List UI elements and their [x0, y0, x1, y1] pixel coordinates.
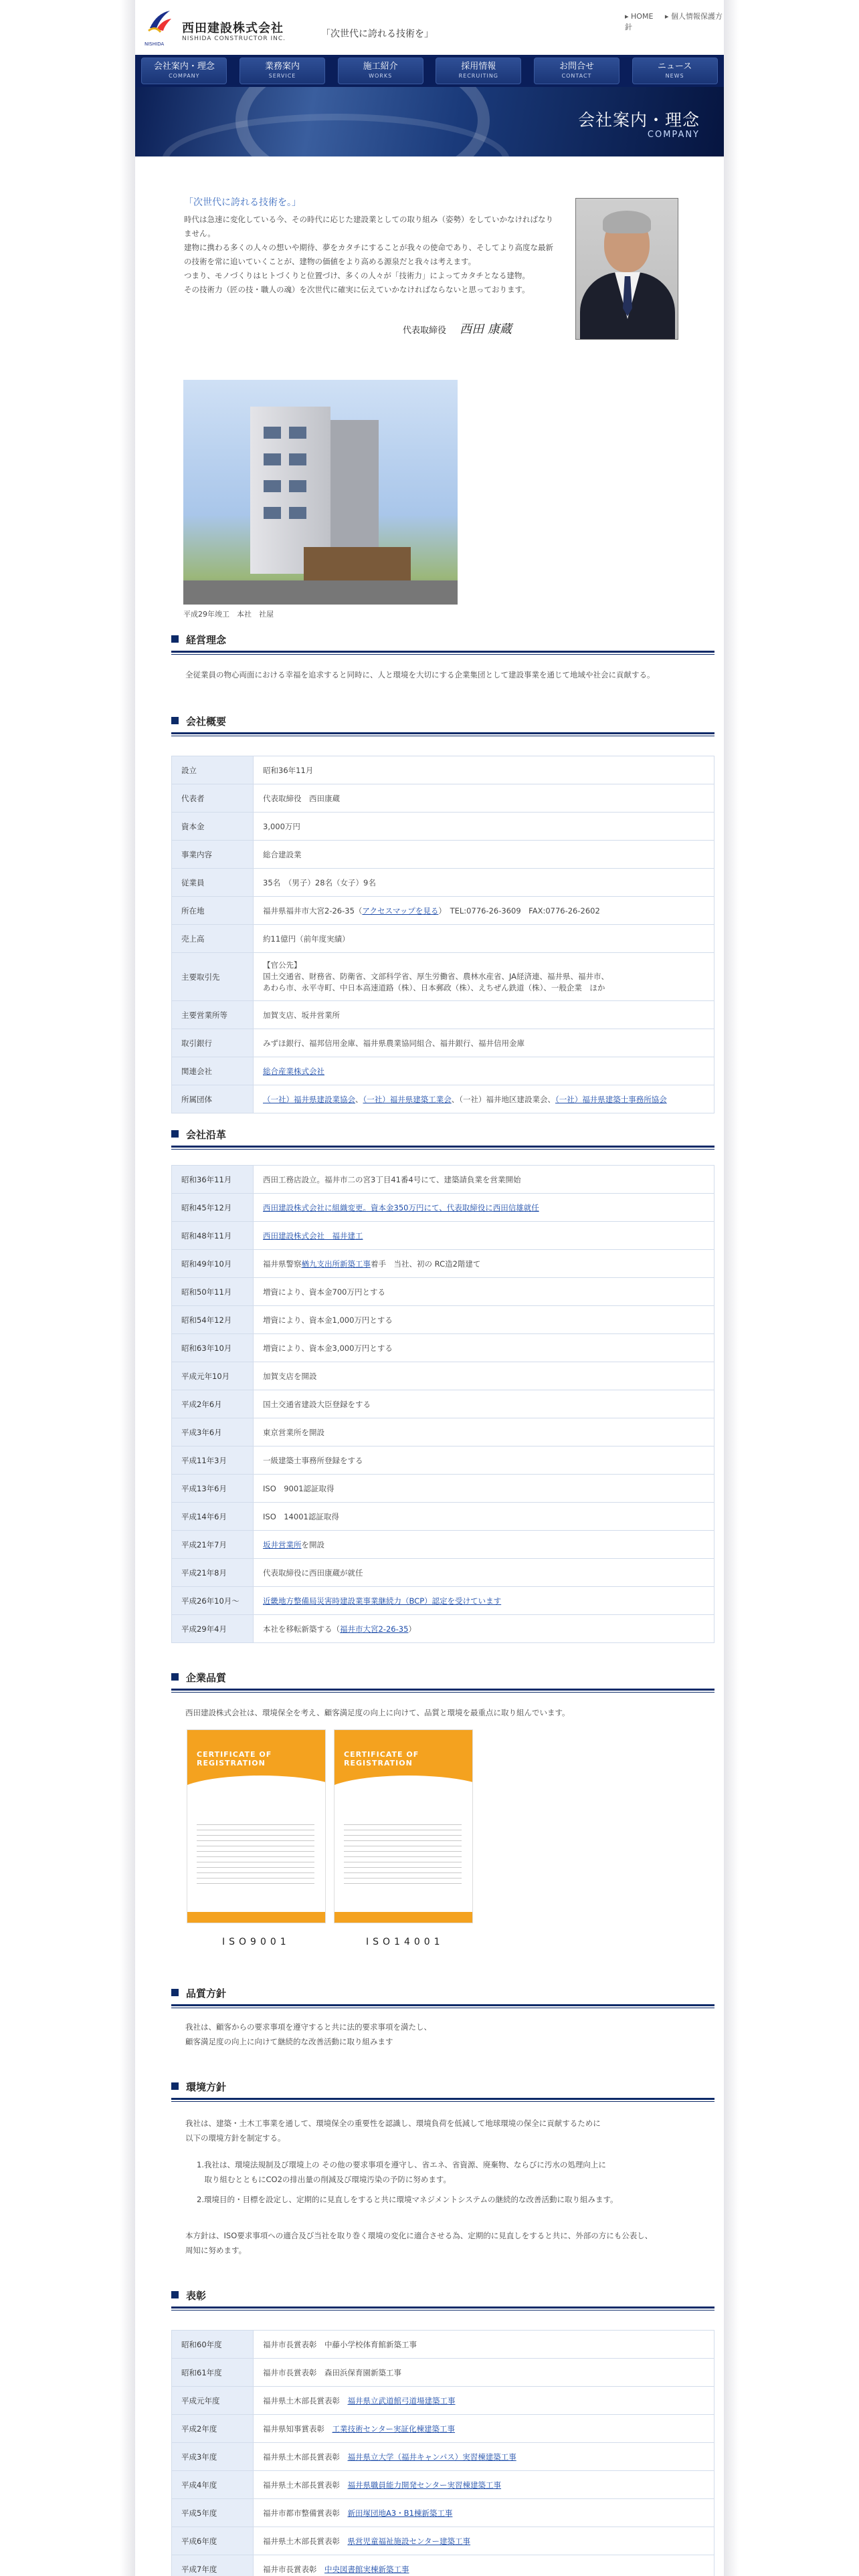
table-row: [172, 1057, 714, 1085]
section-heading-overview: [171, 714, 714, 734]
history-link[interactable]: 西田建設株式会社に組織変更。資本金350万円にて、代表取締役に西田信雄就任: [263, 1202, 539, 1212]
client-list: 国土交通省、財務省、防衛省、文部科学省、厚生労働省、農林水産省、JA経済連、福井県、福井市、: [263, 972, 609, 981]
table-row: [172, 1587, 714, 1615]
table-row: [172, 1334, 714, 1362]
row-key: 主要取引先: [172, 953, 254, 1001]
main-nav: [135, 55, 724, 87]
access-map-link[interactable]: アクセスマップを見る: [362, 905, 439, 916]
header-tagline: 「次世代に誇れる技術を」: [321, 29, 434, 39]
policy-line: 以下の環境方針を制定する。: [185, 2133, 286, 2143]
row-value: 福井市長賞表彰 森田浜保育園新築工事: [254, 2359, 714, 2387]
table-row: [172, 1278, 714, 1306]
row-key: 平成11年3月: [172, 1446, 254, 1475]
table-row: [172, 1085, 714, 1113]
row-value: 約11億円（前年度実績）: [254, 925, 714, 953]
nav-sublabel: WORKS: [369, 73, 393, 79]
row-value: 総合建設業: [254, 841, 714, 869]
nav-sublabel: SERVICE: [268, 73, 296, 79]
representative-signature: [403, 320, 512, 337]
row-value: 昭和36年11月: [254, 756, 714, 784]
page-banner: [135, 87, 724, 156]
row-value: 福井市長賞表彰 中藤小学校体育館新築工事: [254, 2331, 714, 2359]
row-value: みずほ銀行、福邦信用金庫、福井県農業協同組合、福井銀行、福井信用金庫: [254, 1029, 714, 1057]
row-key: 昭和60年度: [172, 2331, 254, 2359]
policy-line: 我社は、建築・土木工事業を通して、環境保全の重要性を認識し、環境負荷を低減して地球環境の保全に貢献するために: [185, 2119, 601, 2128]
row-key: 平成4年度: [172, 2471, 254, 2499]
president-photo: [575, 198, 678, 340]
row-key: 取引銀行: [172, 1029, 254, 1057]
award-link[interactable]: 中央図書館実棟新築工事: [324, 2564, 409, 2574]
message-body: [184, 213, 559, 297]
history-link[interactable]: 近畿地方整備局災害時建設業事業継続力（BCP）認定を受けています: [263, 1596, 502, 1606]
award-link[interactable]: 福井県立大学（福井キャンパス）実習棟建築工事: [347, 2452, 516, 2462]
policy-line: 顧客満足度の向上に向けて継続的な改善活動に取り組みます: [185, 2037, 393, 2046]
row-value: 増資により、資本金700万円とする: [254, 1278, 714, 1306]
table-row: [172, 1418, 714, 1446]
section-heading-env-policy: [171, 2080, 714, 2100]
row-key: 平成13年6月: [172, 1475, 254, 1503]
row-key: 主要営業所等: [172, 1001, 254, 1029]
row-value: 35名 （男子）28名（女子）9名: [254, 869, 714, 897]
row-key: 昭和63年10月: [172, 1334, 254, 1362]
client-list: あわら市、永平寺町、中日本高速道路（株）、日本郵政（株）、えちぜん鉄道（株）、一般企業 ほか: [263, 983, 605, 992]
home-link[interactable]: ▸ HOME: [625, 12, 654, 21]
table-row: [172, 1446, 714, 1475]
nav-news[interactable]: [632, 58, 718, 84]
row-value: [254, 1250, 714, 1278]
row-key: 平成14年6月: [172, 1503, 254, 1531]
row-value: 東京営業所を開設: [254, 1418, 714, 1446]
company-name-en: NISHIDA CONSTRUCTOR INC.: [182, 35, 286, 42]
row-key: 平成3年度: [172, 2443, 254, 2471]
row-value: [254, 1057, 714, 1085]
row-value: ISO 9001認証取得: [254, 1475, 714, 1503]
row-key: 平成21年8月: [172, 1559, 254, 1587]
table-row: [172, 1503, 714, 1531]
message-line: 建物に携わる多くの人々の想いや期待、夢をカタチにすることが我々の使命であり、そしてより高度な最新の技術を常に追いていくことが、建物の価値をより高める源泉だと我々は考えます。: [184, 243, 553, 266]
award-text: 福井県土木部長賞表彰: [263, 2536, 348, 2546]
history-text: を開設: [301, 1539, 324, 1549]
quality-text: 西田建設株式会社は、環境保全を考え、顧客満足度の向上に向けて、品質と環境を最重点に取り組んでいます。: [185, 1708, 570, 1717]
row-value: [254, 2471, 714, 2499]
award-link[interactable]: 新田塚団地A3・B1棟新築工事: [347, 2508, 453, 2518]
award-link[interactable]: 福井県立武道館弓道場建築工事: [347, 2395, 456, 2405]
company-name: 西田建設株式会社: [182, 21, 284, 35]
banner-decoration: [235, 87, 490, 156]
award-link[interactable]: 福井県職員能力開発センター実習棟建築工事: [347, 2480, 502, 2490]
client-heading: 【官公先】: [263, 960, 302, 970]
section-title: 経営理念: [186, 634, 227, 646]
policy-item: 2.環境目的・目標を設定し、定期的に見直しをすると共に環境マネジメントシステムの継続的な改善活動に取り組みます。: [197, 2195, 618, 2204]
nav-label: お問合せ: [559, 62, 594, 72]
row-value: 国土交通省建設大臣登録をする: [254, 1390, 714, 1418]
row-key: 設立: [172, 756, 254, 784]
awards-table: [171, 2330, 714, 2576]
nav-sublabel: COMPANY: [169, 73, 200, 79]
row-value: [254, 2527, 714, 2555]
row-key: 昭和48年11月: [172, 1222, 254, 1250]
nav-sublabel: NEWS: [665, 73, 684, 79]
logo-text: NISHIDA: [145, 41, 165, 47]
row-value: 代表取締役 西田康蔵: [254, 784, 714, 813]
row-key: 昭和50年11月: [172, 1278, 254, 1306]
table-row: [172, 869, 714, 897]
award-link[interactable]: 県営児童福祉施設センター建築工事: [347, 2536, 471, 2546]
row-value: [254, 1194, 714, 1222]
nav-label: 業務案内: [264, 62, 300, 72]
table-row: [172, 2443, 714, 2471]
table-row: [172, 1390, 714, 1418]
env-policy-intro: [185, 2116, 601, 2145]
message-line: 時代は急速に変化している今、その時代に応じた建設業としての取り組み（姿勢）をしていかなければなりません。: [184, 215, 553, 238]
headquarters-photo: [183, 380, 458, 605]
nav-label: 採用情報: [461, 62, 496, 72]
row-value: 増資により、資本金3,000万円とする: [254, 1334, 714, 1362]
row-key: 平成2年6月: [172, 1390, 254, 1418]
history-text: 着手 当社、初の RC造2階建て: [371, 1259, 481, 1269]
certificate-title: CERTIFICATE OF REGISTRATION: [344, 1750, 419, 1767]
section-title: 表彰: [186, 2290, 207, 2302]
table-row: [172, 1475, 714, 1503]
row-value: 増資により、資本金1,000万円とする: [254, 1306, 714, 1334]
row-key: 平成3年6月: [172, 1418, 254, 1446]
row-key: 平成元年10月: [172, 1362, 254, 1390]
table-row: [172, 897, 714, 925]
philosophy-text: 全従業員の物心両面における幸福を追求すると同時に、人と環境を大切にする企業集団として建設事業を通じて地域や社会に貢献する。: [185, 670, 655, 679]
table-row: [172, 1194, 714, 1222]
section-heading-philosophy: [171, 633, 714, 653]
company-logo-icon[interactable]: [147, 9, 174, 39]
history-table: [171, 1165, 714, 1643]
row-key: 従業員: [172, 869, 254, 897]
table-row: [172, 1531, 714, 1559]
table-row: [172, 1615, 714, 1643]
row-value: [254, 1531, 714, 1559]
award-text: 福井県土木部長賞表彰: [263, 2452, 348, 2462]
rep-name: 西田 康蔵: [460, 322, 512, 336]
related-company-link[interactable]: 総合産業株式会社: [263, 1066, 324, 1076]
table-row: [172, 1001, 714, 1029]
banner-title: 会社案内・理念: [577, 110, 700, 130]
section-heading-quality: [171, 1671, 714, 1691]
nav-contact[interactable]: [534, 58, 619, 84]
page: [135, 0, 724, 2576]
table-row: [172, 1559, 714, 1587]
table-row: [172, 1362, 714, 1390]
photo-caption: 平成29年竣工 本社 社屋: [183, 610, 274, 619]
row-key: 平成26年10月〜: [172, 1587, 254, 1615]
history-link[interactable]: 楢九支出所新築工事: [301, 1259, 371, 1269]
nav-company[interactable]: [141, 58, 227, 84]
section-title: 環境方針: [186, 2081, 227, 2093]
row-value: 加賀支店を開設: [254, 1362, 714, 1390]
award-text: 福井県知事賞表彰: [263, 2424, 332, 2434]
row-value: 西田工務店設立。福井市二の宮3丁目41番4号にて、建築請負業を営業開始: [254, 1166, 714, 1194]
association-link[interactable]: （一社）福井県建築士事務所協会: [555, 1094, 667, 1104]
history-link[interactable]: 福井市大宮2-26-35: [340, 1624, 409, 1634]
section-heading-history: [171, 1128, 714, 1148]
row-key: 昭和49年10月: [172, 1250, 254, 1278]
row-value: [254, 897, 714, 925]
section-heading-awards: [171, 2288, 714, 2309]
message-line: その技術力（匠の技・職人の魂）を次世代に確実に伝えていかなければならないと思っております。: [184, 285, 530, 294]
table-row: [172, 1222, 714, 1250]
policy-item: 取り組むとともにCO2の排出量の削減及び環境汚染の予防に努めます。: [197, 2175, 451, 2184]
row-key: 所在地: [172, 897, 254, 925]
row-key: 代表者: [172, 784, 254, 813]
site-header: [135, 0, 724, 55]
award-text: 福井県土木部長賞表彰: [263, 2480, 348, 2490]
row-key: 資本金: [172, 813, 254, 841]
row-value: [254, 1615, 714, 1643]
award-text: 福井県土木部長賞表彰: [263, 2395, 348, 2405]
award-link[interactable]: 工業技術センター実証化棟建築工事: [332, 2424, 456, 2434]
section-title: 企業品質: [186, 1672, 227, 1684]
certificate-label: ISO14001: [366, 1937, 444, 1947]
table-row: [172, 2527, 714, 2555]
policy-line: 周知に努めます。: [185, 2246, 247, 2255]
top-links: [625, 11, 724, 32]
association-link[interactable]: （一社）福井県建設業協会: [263, 1094, 355, 1104]
table-row: [172, 2359, 714, 2387]
table-row: [172, 2471, 714, 2499]
banner-subtitle: COMPANY: [647, 130, 700, 140]
message-line: つまり、モノづくりはヒトづくりと位置づけ、多くの人々が「技術力」によってカタチとなる建物。: [184, 271, 530, 280]
section-heading-quality-policy: [171, 1986, 714, 2006]
row-key: 所属団体: [172, 1085, 254, 1113]
section-title: 品質方針: [186, 1988, 227, 2000]
nav-works[interactable]: [338, 58, 423, 84]
row-value: 一級建築士事務所登録をする: [254, 1446, 714, 1475]
section-title: 会社概要: [186, 716, 227, 728]
row-value: ISO 14001認証取得: [254, 1503, 714, 1531]
table-row: [172, 841, 714, 869]
nav-sublabel: RECRUITING: [458, 73, 498, 79]
address-text: 福井県福井市大宮2-26-35（: [263, 905, 363, 916]
row-key: 平成6年度: [172, 2527, 254, 2555]
section-title: 会社沿革: [186, 1129, 227, 1141]
row-value: [254, 2499, 714, 2527]
table-row: [172, 2387, 714, 2415]
table-row: [172, 784, 714, 813]
award-text: 福井市長賞表彰: [263, 2564, 324, 2574]
row-key: 平成29年4月: [172, 1615, 254, 1643]
env-policy-list: [197, 2157, 618, 2212]
row-value: [254, 2415, 714, 2443]
table-row: [172, 1029, 714, 1057]
row-key: 平成7年度: [172, 2555, 254, 2576]
policy-line: 本方針は、ISO要求事項への適合及び当社を取り巻く環境の変化に適合させる為、定期的に見直しをすると共に、外部の方にも公表し、: [185, 2231, 653, 2240]
table-row: [172, 756, 714, 784]
nav-label: ニュース: [657, 62, 692, 72]
iso14001-certificate[interactable]: [334, 1729, 473, 1923]
policy-line: 我社は、顧客からの要求事項を遵守すると共に法的要求事項を満たし、: [185, 2022, 432, 2032]
nav-sublabel: CONTACT: [561, 73, 592, 79]
row-key: 昭和54年12月: [172, 1306, 254, 1334]
table-row: [172, 813, 714, 841]
history-text: ）: [408, 1624, 416, 1634]
env-policy-closing: [185, 2228, 652, 2258]
nav-service[interactable]: [240, 58, 325, 84]
row-value: [254, 2443, 714, 2471]
table-row: [172, 2555, 714, 2576]
row-key: 昭和61年度: [172, 2359, 254, 2387]
row-key: 昭和45年12月: [172, 1194, 254, 1222]
contact-numbers: ） TEL:0776-26-3609 FAX:0776-26-2602: [438, 905, 600, 916]
rep-title: 代表取締役: [403, 326, 447, 336]
table-row: [172, 925, 714, 953]
history-link[interactable]: 西田建設株式会社 福井建工: [263, 1230, 363, 1241]
history-text: 福井県警察: [263, 1259, 302, 1269]
overview-table: [171, 756, 714, 1113]
row-value: [254, 2555, 714, 2576]
history-link[interactable]: 坂井営業所: [263, 1539, 302, 1549]
row-value: [254, 953, 714, 1001]
nav-label: 施工紹介: [363, 62, 398, 72]
table-row: [172, 1250, 714, 1278]
history-text: 本社を移転新築する（: [263, 1624, 340, 1634]
row-value: 代表取締役に西田康蔵が就任: [254, 1559, 714, 1587]
row-value: （一社）福井県建設業協会、（一社）福井県建築工業会、（一社）福井地区建設業会、（一社）福井県建築士事務所協会: [254, 1085, 714, 1113]
privacy-link[interactable]: ▸ 個人情報保護方針: [625, 12, 723, 31]
certificate-label: ISO9001: [222, 1937, 290, 1947]
table-row: [172, 953, 714, 1001]
row-value: [254, 1587, 714, 1615]
table-row: [172, 2331, 714, 2359]
row-key: 平成元年度: [172, 2387, 254, 2415]
row-key: 平成2年度: [172, 2415, 254, 2443]
association-text: （一社）福井地区建設業会、: [459, 1094, 555, 1104]
certificate-title: CERTIFICATE OF REGISTRATION: [197, 1750, 272, 1767]
row-key: 平成5年度: [172, 2499, 254, 2527]
message-catch: 「次世代に誇れる技術を。」: [184, 197, 301, 208]
association-link[interactable]: （一社）福井県建築工業会: [363, 1094, 452, 1104]
table-row: [172, 2415, 714, 2443]
row-key: 関連会社: [172, 1057, 254, 1085]
policy-item: 1.我社は、環境法規制及び環境上の その他の要求事項を遵守し、省エネ、省資源、廃棄物、ならびに汚水の処理向上に: [197, 2160, 606, 2169]
row-key: 売上高: [172, 925, 254, 953]
nav-recruiting[interactable]: [436, 58, 521, 84]
quality-policy-text: [185, 2020, 432, 2049]
row-value: [254, 1222, 714, 1250]
nav-label: 会社案内・理念: [153, 62, 215, 72]
iso9001-certificate[interactable]: [187, 1729, 326, 1923]
table-row: [172, 1166, 714, 1194]
table-row: [172, 1306, 714, 1334]
row-key: 事業内容: [172, 841, 254, 869]
table-row: [172, 2499, 714, 2527]
award-text: 福井市都市整備賞表彰: [263, 2508, 348, 2518]
row-value: [254, 2387, 714, 2415]
row-value: 加賀支店、坂井営業所: [254, 1001, 714, 1029]
row-value: 3,000万円: [254, 813, 714, 841]
row-key: 平成21年7月: [172, 1531, 254, 1559]
row-key: 昭和36年11月: [172, 1166, 254, 1194]
